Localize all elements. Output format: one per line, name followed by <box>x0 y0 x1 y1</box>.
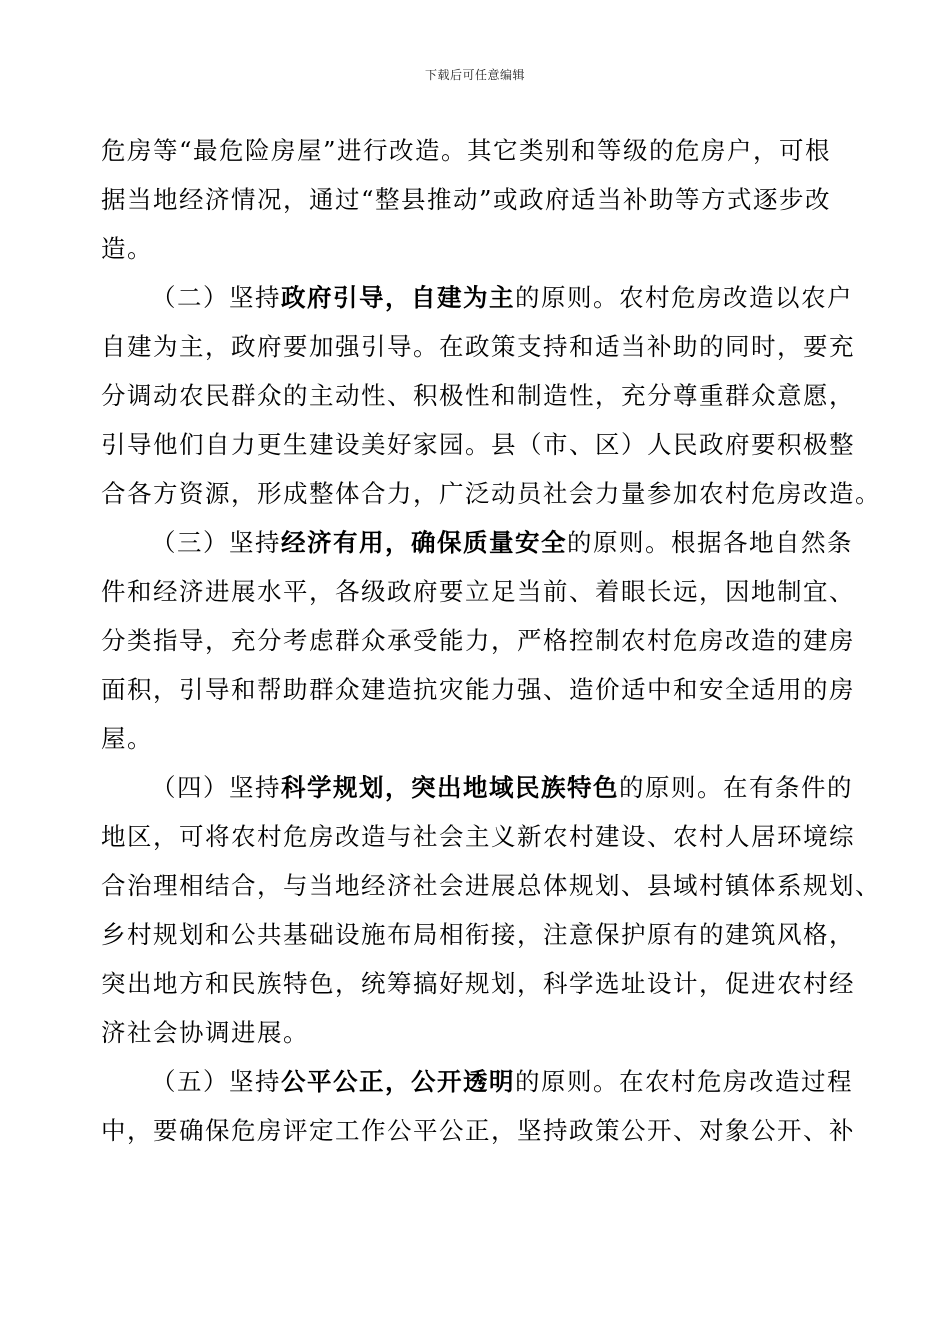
text-line: 合各方资源，形成整体合力，广泛动员社会力量参加农村危房改造。 <box>101 479 881 508</box>
lead-suffix: 的原则。在有条件的 <box>619 773 853 802</box>
text-line: 合治理相结合，与当地经济社会进展总体规划、县域村镇体系规划、 <box>101 871 881 900</box>
bold-principle: 公平公正，公开透明 <box>281 1067 515 1096</box>
document-body <box>101 126 881 1155</box>
bold-principle: 科学规划，突出地域民族特色 <box>281 773 619 802</box>
paragraph-2 <box>101 273 881 518</box>
paragraph-lead-line <box>101 1057 853 1106</box>
text-line: 危房等“最危险房屋”进行改造。其它类别和等级的危房户，可根 <box>101 136 832 165</box>
lead-suffix: 的原则。农村危房改造以农户 <box>515 283 853 312</box>
paragraph-1 <box>101 126 853 273</box>
text-line: 自建为主，政府要加强引导。在政策支持和适当补助的同时，要充 <box>101 332 855 361</box>
text-line: 中，要确保危房评定工作公平公正，坚持政策公开、对象公开、补 <box>101 1116 855 1145</box>
lead-prefix: （四）坚持 <box>151 773 281 802</box>
lead-suffix: 的原则。根据各地自然条 <box>567 528 853 557</box>
text-line: 突出地方和民族特色，统筹搞好规划，科学选址设计，促进农村经 <box>101 969 855 998</box>
text-line: 乡村规划和公共基础设施布局相衔接，注意保护原有的建筑风格， <box>101 920 855 949</box>
text-line: 分调动农民群众的主动性、积极性和制造性，充分尊重群众意愿， <box>101 381 855 410</box>
paragraph-3 <box>101 518 853 763</box>
text-line: 造。 <box>101 234 153 263</box>
bold-principle: 经济有用，确保质量安全 <box>281 528 567 557</box>
text-line: 屋。 <box>101 724 153 753</box>
paragraph-lead-line <box>101 273 853 322</box>
lead-prefix: （三）坚持 <box>151 528 281 557</box>
lead-prefix: （二）坚持 <box>151 283 281 312</box>
paragraph-4 <box>101 763 881 1057</box>
bold-principle: 政府引导，自建为主 <box>281 283 515 312</box>
page-header: 下载后可任意编辑 <box>424 68 525 82</box>
lead-suffix: 的原则。在农村危房改造过程 <box>515 1067 853 1096</box>
text-line: 地区，可将农村危房改造与社会主义新农村建设、农村人居环境综 <box>101 822 855 851</box>
text-line: 面积，引导和帮助群众建造抗灾能力强、造价适中和安全适用的房 <box>101 675 855 704</box>
paragraph-5 <box>101 1057 853 1155</box>
paragraph-lead-line <box>101 518 853 567</box>
text-line: 引导他们自力更生建设美好家园。县（市、区）人民政府要积极整 <box>101 430 855 459</box>
text-line: 件和经济进展水平，各级政府要立足当前、着眼长远，因地制宜、 <box>101 577 855 606</box>
lead-prefix: （五）坚持 <box>151 1067 281 1096</box>
paragraph-lead-line <box>101 763 853 812</box>
text-line: 分类指导，充分考虑群众承受能力，严格控制农村危房改造的建房 <box>101 626 855 655</box>
text-line: 据当地经济情况，通过“整县推动”或政府适当补助等方式逐步改 <box>101 185 832 214</box>
text-line: 济社会协调进展。 <box>101 1018 309 1047</box>
